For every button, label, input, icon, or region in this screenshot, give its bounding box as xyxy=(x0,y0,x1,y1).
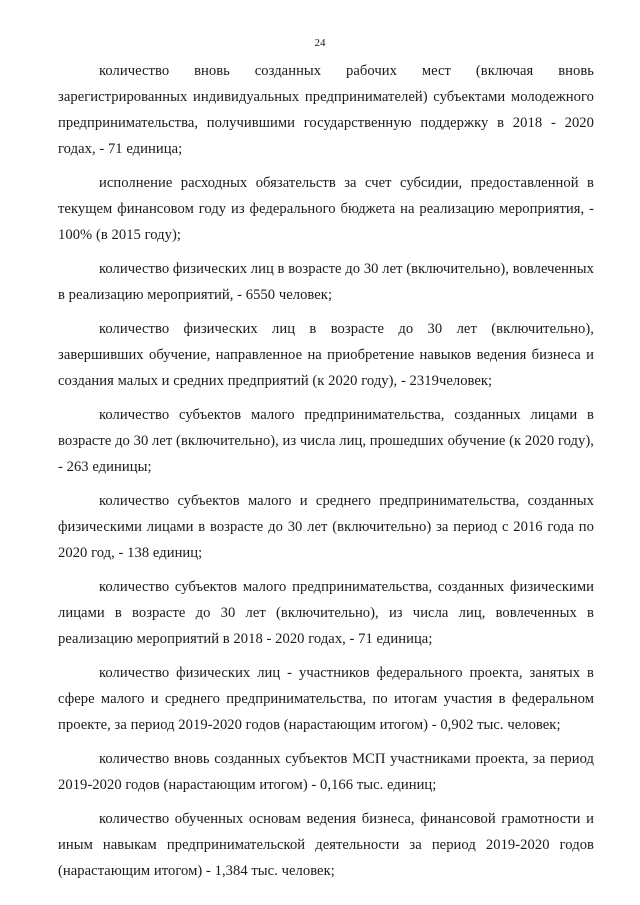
paragraph-small-business-involved: количество субъектов малого предпринимательства, созданных физическими лицами в возрасте до 30 лет (включительно), из числа лиц, вовлеченных в реализацию мероприятий в 2018 - 2020 годах, - 71 единица; xyxy=(58,579,594,647)
document-body xyxy=(58,58,594,892)
paragraph-federal-project-participants: количество физических лиц - участников федерального проекта, занятых в сфере малого и среднего предпринимательства, по итогам участия в федеральном проекте, за период 2019-2020 годов (нарастающим итогом) - 0,902 тыс. человек; xyxy=(58,665,594,733)
paragraph-small-business-trained: количество субъектов малого предпринимательства, созданных лицами в возрасте до 30 лет (включительно), из числа лиц, прошедших обучение (к 2020 году), - 263 единицы; xyxy=(58,407,594,475)
paragraph-new-jobs: количество вновь созданных рабочих мест (включая вновь зарегистрированных индивидуальных предпринимателей) субъектами молодежного предпринимательства, получившими государственную поддержку в 2018 - 2020 годах, - 71 единица; xyxy=(58,63,594,157)
paragraph-sme-created: количество субъектов малого и среднего предпринимательства, созданных физическими лицами в возрасте до 30 лет (включительно) за период с 2016 года по 2020 год, - 138 единиц; xyxy=(58,493,594,561)
paragraph-subsidy-execution: исполнение расходных обязательств за счет субсидии, предоставленной в текущем финансовом году из федерального бюджета на реализацию мероприятия, - 100% (в 2015 году); xyxy=(58,175,594,243)
page-number: 24 xyxy=(314,37,326,49)
paragraph-new-msp-subjects: количество вновь созданных субъектов МСП участниками проекта, за период 2019-2020 годов (нарастающим итогом) - 0,166 тыс. единиц; xyxy=(58,751,594,793)
paragraph-youth-trained: количество физических лиц в возрасте до 30 лет (включительно), завершивших обучение, направленное на приобретение навыков ведения бизнеса и создания малых и средних предприятий (к 2020 году), - 2319человек; xyxy=(58,321,594,389)
paragraph-business-training: количество обученных основам ведения бизнеса, финансовой грамотности и иным навыкам предпринимательской деятельности за период 2019-2020 годов (нарастающим итогом) - 1,384 тыс. человек; xyxy=(58,811,594,879)
paragraph-youth-involved: количество физических лиц в возрасте до 30 лет (включительно), вовлеченных в реализацию мероприятий, - 6550 человек; xyxy=(58,261,594,303)
